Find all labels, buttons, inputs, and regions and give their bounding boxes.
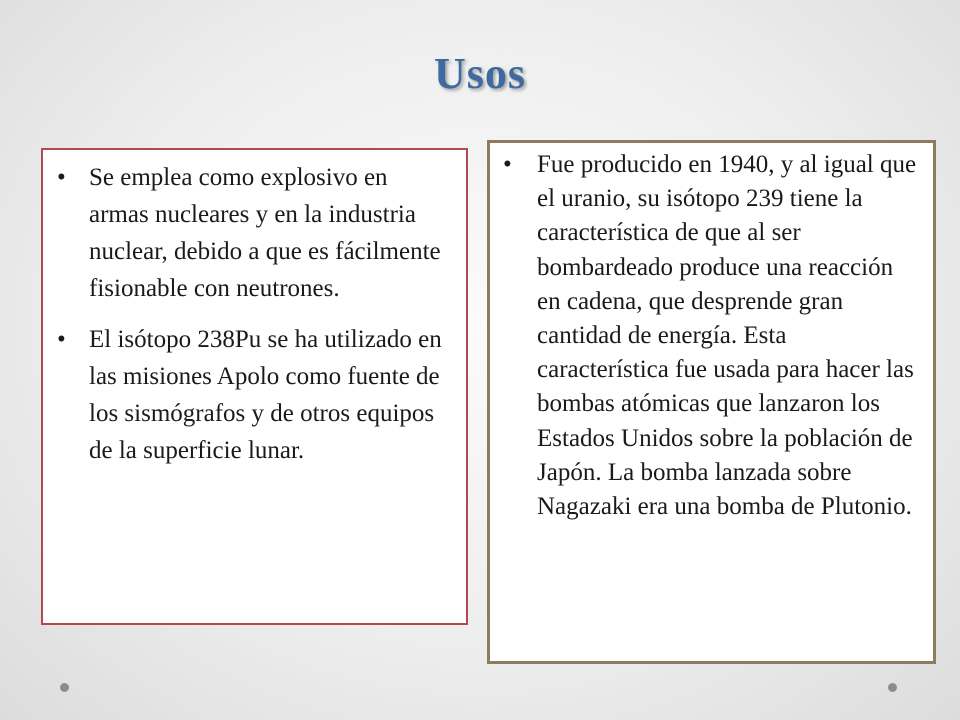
left-bullet-list [43,150,466,469]
bullet-icon: • [57,326,66,353]
right-bullet-list [490,143,933,524]
list-item [43,321,448,469]
list-item [43,159,448,307]
decorative-dot-left [60,683,69,692]
bullet-text: El isótopo 238Pu se ha utilizado en las misiones Apolo como fuente de los sismógrafos y de otros equipos de la superficie lunar. [89,326,442,464]
bullet-text: Fue producido en 1940, y al igual que el uranio, su isótopo 239 tiene la característica de que al ser bombardeado produce una reacción en cadena, que desprende gran cantidad de energía. Esta característica fue usada para hacer las bombas atómicas que lanzaron los Estados Unidos sobre la población de Japón. La bomba lanzada sobre Nagazaki era una bomba de Plutonio. [537,151,917,521]
slide-title: Usos [433,49,527,98]
bullet-text: Se emplea como explosivo en armas nucleares y en la industria nuclear, debido a que es fácilmente fisionable con neutrones. [89,164,441,302]
bullet-icon: • [503,151,512,178]
decorative-dot-right [888,683,897,692]
left-text-box [41,148,468,625]
right-text-box [487,140,936,664]
bullet-icon: • [57,164,66,191]
list-item [490,148,919,524]
